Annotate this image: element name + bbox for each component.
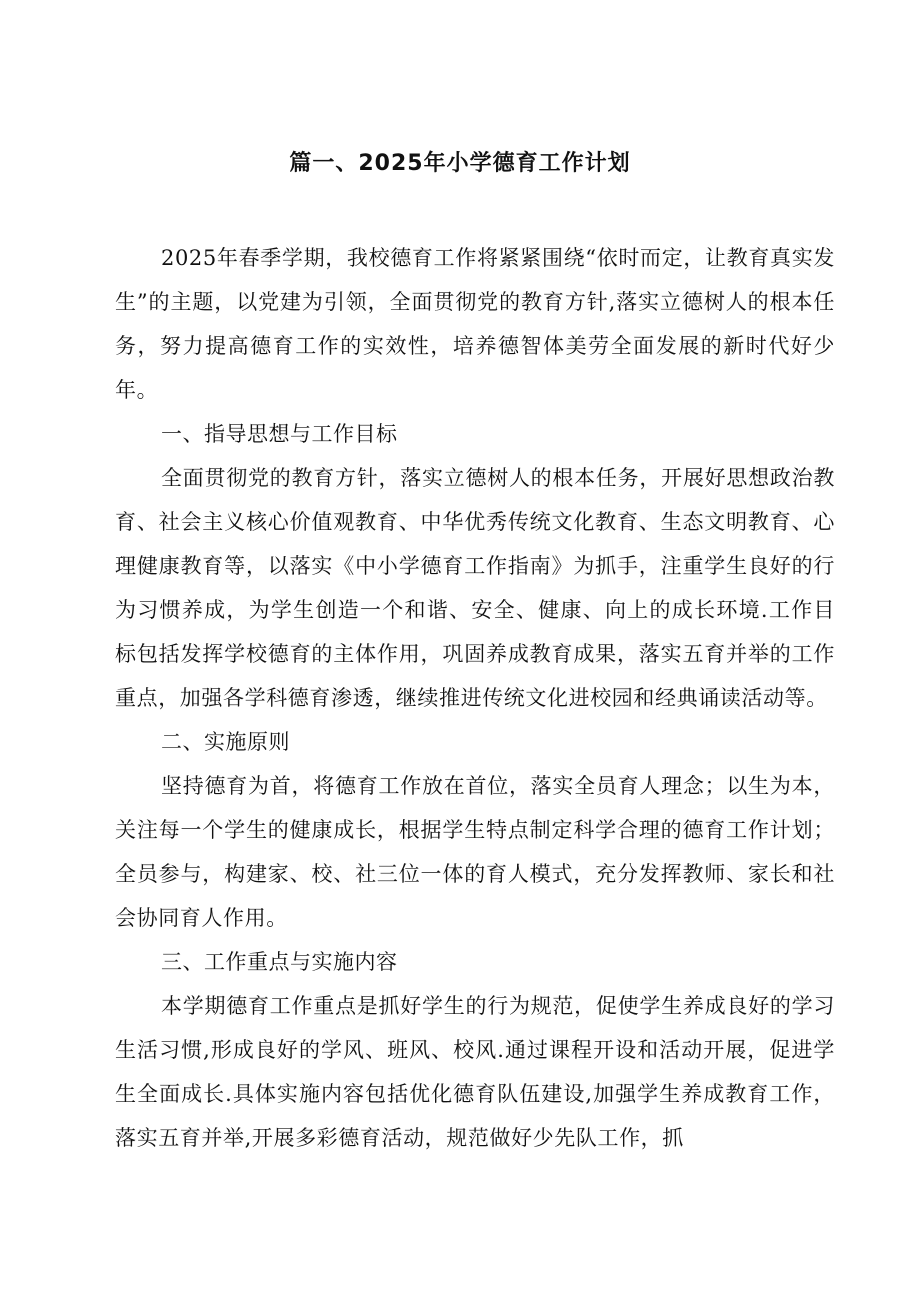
document-title: 篇一、2025年小学德育工作计划 [289,151,631,176]
section-heading-principles: 二、实施原则 [161,730,290,754]
section-heading-guiding-ideology: 一、指导思想与工作目标 [161,422,398,446]
section-body-key-work: 本学期德育工作重点是抓好学生的行为规范，促使学生养成良好的学习生活习惯,形成良好的学风、班风、校风.通过课程开设和活动开展，促进学生全面成长.具体实施内容包括优化德育队伍建设,加强学生养成教育工作，落实五育并举,开展多彩德育活动，规范做好少先队工作，抓 [115,994,835,1150]
intro-paragraph: 2025年春季学期，我校德育工作将紧紧围绕“依时而定，让教育真实发生”的主题，以党建为引领，全面贯彻党的教育方针,落实立德树人的根本任务，努力提高德育工作的实效性，培养德智体美劳全面发展的新时代好少年。 [115,246,835,402]
document-body [115,236,835,1160]
section-body-guiding-ideology: 全面贯彻党的教育方针，落实立德树人的根本任务，开展好思想政治教育、社会主义核心价值观教育、中华优秀传统文化教育、生态文明教育、心理健康教育等，以落实《中小学德育工作指南》为抓手，注重学生良好的行为习惯养成，为学生创造一个和谐、安全、健康、向上的成长环境.工作目标包括发挥学校德育的主体作用，巩固养成教育成果，落实五育并举的工作重点，加强各学科德育渗透，继续推进传统文化进校园和经典诵读活动等。 [115,466,835,710]
section-body-principles: 坚持德育为首，将德育工作放在首位，落实全员育人理念；以生为本，关注每一个学生的健康成长，根据学生特点制定科学合理的德育工作计划；全员参与，构建家、校、社三位一体的育人模式，充分发挥教师、家长和社会协同育人作用。 [115,774,835,930]
section-heading-key-work: 三、工作重点与实施内容 [161,950,398,974]
